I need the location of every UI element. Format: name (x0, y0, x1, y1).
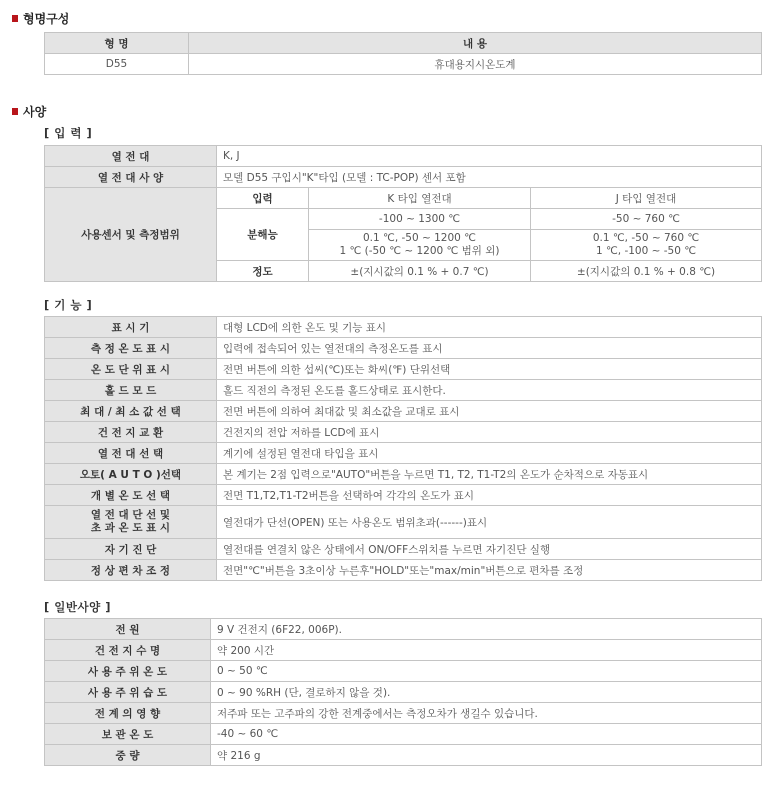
res-k-line2: 1 ℃ (-50 ℃ ~ 1200 ℃ 범위 외) (339, 245, 500, 257)
func-label: 측 정 온 도 표 시 (45, 338, 217, 359)
func-value: 전면 버튼에 의하여 최대값 및 최소값을 교대로 표시 (217, 401, 762, 422)
model-header-name: 형 명 (45, 33, 189, 54)
func-value: 열전대가 단선(OPEN) 또는 사용온도 범위초과(------)표시 (217, 506, 762, 539)
func-label: 정 상 편 차 조 정 (45, 560, 217, 581)
func-value: 전면 버튼에 의한 섭씨(℃)또는 화씨(℉) 단위선택 (217, 359, 762, 380)
section-title-spec: 사양 (12, 103, 46, 120)
func-value: 본 계기는 2점 입력으로"AUTO"버튼을 누르면 T1, T2, T1-T2의 온도가 순차적으로 자동표시 (217, 464, 762, 485)
section-title-model: 형명구성 (12, 10, 69, 27)
general-value: 약 216 g (211, 745, 762, 766)
range-col-j: J 타입 열전대 (531, 188, 762, 209)
range-res-label: 분해능 (217, 209, 309, 261)
func-value: 열전대를 연결치 않은 상태에서 ON/OFF스위치를 누르면 자기진단 실행 (217, 539, 762, 560)
input-value-tc: K, J (217, 146, 762, 167)
model-cell-name: D55 (45, 54, 189, 75)
general-value: -40 ~ 60 ℃ (211, 724, 762, 745)
range-j: -50 ~ 760 ℃ (531, 209, 762, 230)
section-bullet-icon (12, 15, 18, 22)
functions-table (44, 316, 762, 581)
func-label: 개 별 온 도 선 택 (45, 485, 217, 506)
res-j-line2: 1 ℃, -100 ~ -50 ℃ (595, 245, 697, 257)
func-label: 홀 드 모 드 (45, 380, 217, 401)
func-label: 건 전 지 교 환 (45, 422, 217, 443)
range-col-k: K 타입 열전대 (309, 188, 531, 209)
general-label: 보 관 온 도 (45, 724, 211, 745)
acc-j: ±(지시값의 0.1 % + 0.8 ℃) (531, 261, 762, 282)
res-j (531, 230, 762, 261)
res-j-line1: 0.1 ℃, -50 ~ 760 ℃ (592, 232, 700, 244)
func-value: 전면 T1,T2,T1-T2버튼을 선택하여 각각의 온도가 표시 (217, 485, 762, 506)
range-acc-label: 정도 (217, 261, 309, 282)
input-label-tc-spec: 열 전 대 사 양 (45, 167, 217, 188)
res-k (309, 230, 531, 261)
func-label: 열 전 대 선 택 (45, 443, 217, 464)
model-table (44, 32, 762, 75)
general-value: 약 200 시간 (211, 640, 762, 661)
general-value: 0 ~ 50 ℃ (211, 661, 762, 682)
res-k-line1: 0.1 ℃, -50 ~ 1200 ℃ (363, 232, 476, 244)
func-value: 전면"℃"버튼을 3초이상 누른후"HOLD"또는"max/min"버튼으로 편차를 조정 (217, 560, 762, 581)
acc-k: ±(지시값의 0.1 % + 0.7 ℃) (309, 261, 531, 282)
func-value: 건전지의 전압 저하를 LCD에 표시 (217, 422, 762, 443)
func-label: 온 도 단 위 표 시 (45, 359, 217, 380)
range-k: -100 ~ 1300 ℃ (309, 209, 531, 230)
func-label: 표 시 기 (45, 317, 217, 338)
func-value: 계기에 설정된 열전대 타입을 표시 (217, 443, 762, 464)
range-col-input: 입력 (217, 188, 309, 209)
section-bullet-icon (12, 108, 18, 115)
subtitle-general: [ 일반사양 ] (44, 600, 111, 614)
func-label-line2: 초 과 온 도 표 시 (90, 522, 171, 534)
model-header-content: 내 용 (189, 33, 762, 54)
input-value-tc-spec: 모델 D55 구입시"K"타입 (모델 : TC-POP) 센서 포함 (217, 167, 762, 188)
general-label: 전 계 의 영 향 (45, 703, 211, 724)
func-value: 입력에 접속되어 있는 열전대의 측정온도를 표시 (217, 338, 762, 359)
func-label: 최 대 / 최 소 값 선 택 (45, 401, 217, 422)
input-table (44, 145, 762, 282)
input-label-range: 사용센서 및 측정범위 (45, 188, 217, 282)
func-label: 자 기 진 단 (45, 539, 217, 560)
general-label: 사 용 주 위 온 도 (45, 661, 211, 682)
func-value: 홀드 직전의 측정된 온도를 홀드상태로 표시한다. (217, 380, 762, 401)
func-label (45, 506, 217, 539)
func-label: 오토( A U T O )선택 (45, 464, 217, 485)
general-label: 전 원 (45, 619, 211, 640)
func-label-line1: 열 전 대 단 선 및 (90, 509, 171, 521)
subtitle-functions: [ 기 능 ] (44, 298, 93, 312)
input-label-tc: 열 전 대 (45, 146, 217, 167)
general-value: 9 V 건전지 (6F22, 006P). (211, 619, 762, 640)
general-label: 건 전 지 수 명 (45, 640, 211, 661)
general-value: 저주파 또는 고주파의 강한 전계중에서는 측정오차가 생길수 있습니다. (211, 703, 762, 724)
general-label: 사 용 주 위 습 도 (45, 682, 211, 703)
general-label: 중 량 (45, 745, 211, 766)
subtitle-input: [ 입 력 ] (44, 126, 93, 140)
general-value: 0 ~ 90 %RH (단, 결로하지 않을 것). (211, 682, 762, 703)
general-table (44, 618, 762, 766)
model-cell-content: 휴대용지시온도계 (189, 54, 762, 75)
func-value: 대형 LCD에 의한 온도 및 기능 표시 (217, 317, 762, 338)
